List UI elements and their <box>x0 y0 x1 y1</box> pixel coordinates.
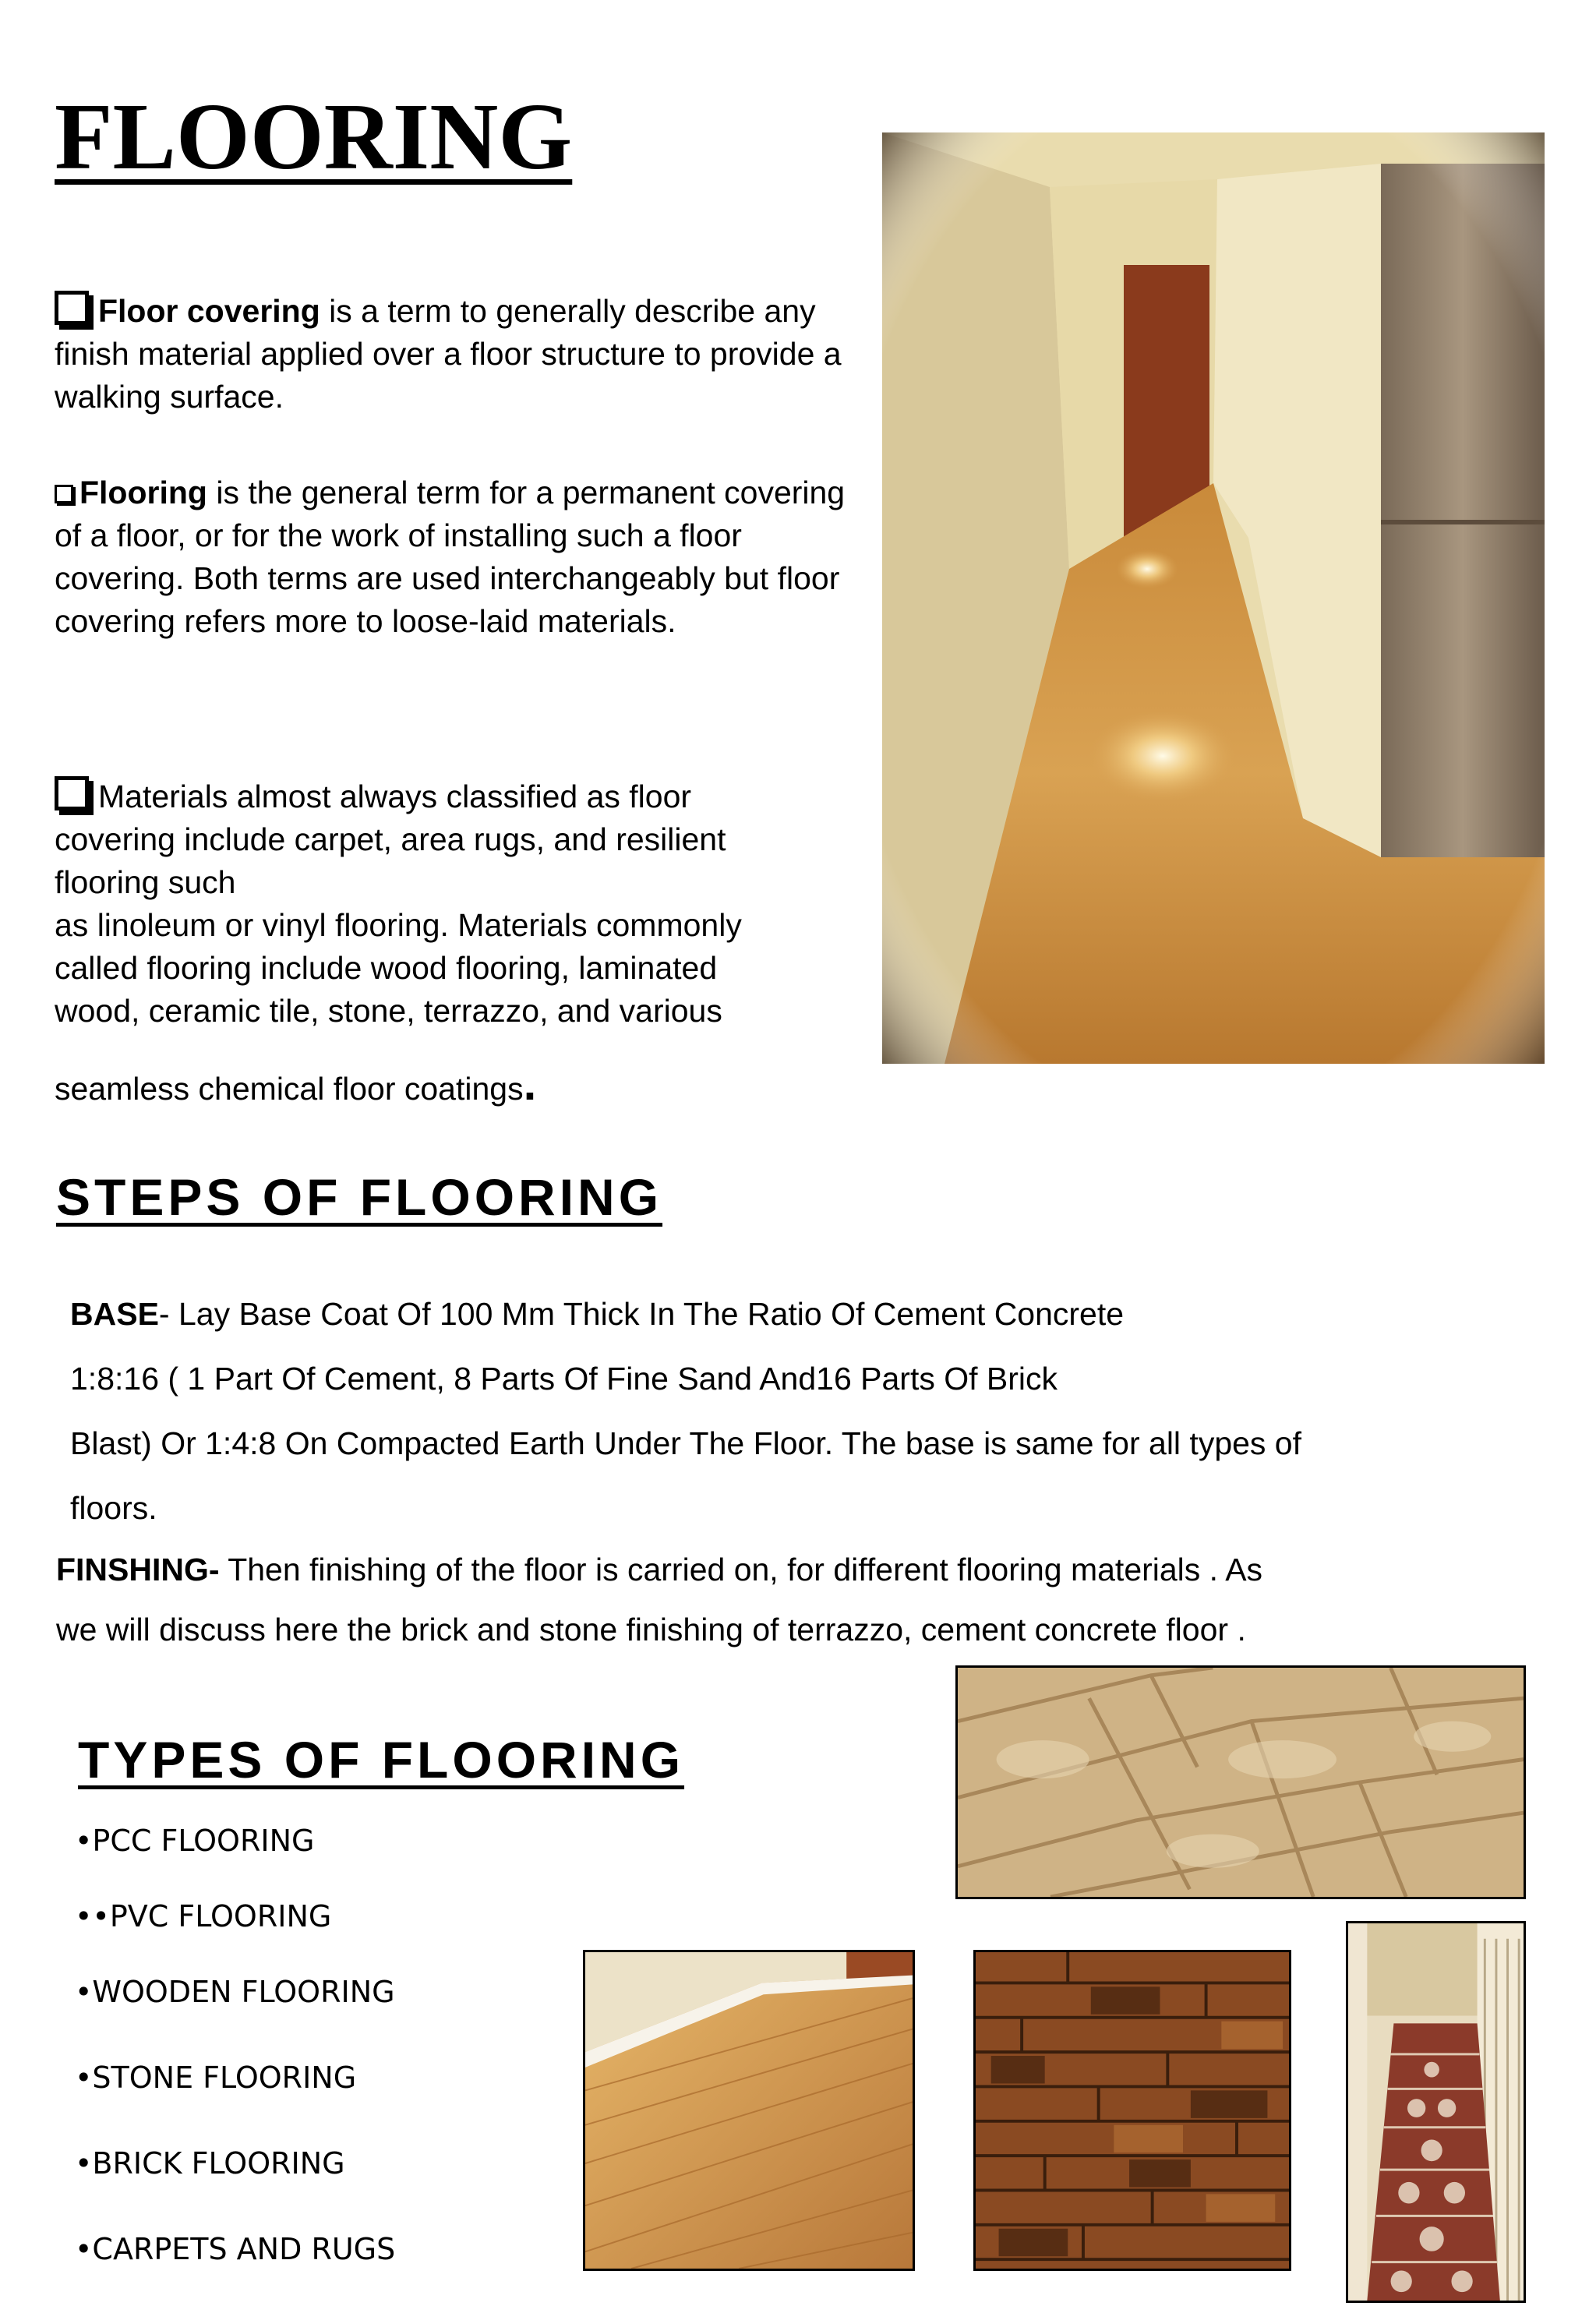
stone-tile-photo <box>955 1665 1526 1899</box>
light-wood-floor-photo <box>583 1950 915 2271</box>
base-label: BASE <box>70 1296 159 1332</box>
base-line: floors. <box>70 1490 157 1526</box>
materials-end-mark: . <box>523 1058 537 1110</box>
materials-line: covering include carpet, area rugs, and resilient <box>55 821 726 857</box>
finishing-line: Then finishing of the floor is carried on, for different flooring materials . As <box>219 1552 1263 1587</box>
intro-paragraph-floor-covering <box>55 290 865 418</box>
materials-line: Materials almost always classified as floor <box>98 779 692 814</box>
term-floor-covering: Floor covering <box>98 293 320 329</box>
list-item: ••PVC FLOORING <box>75 1899 332 1933</box>
materials-line: seamless chemical floor coatings <box>55 1071 524 1107</box>
definition-flooring: is the general term for a permanent covering of a floor, or for the work of installing such a floor covering. Both terms are used interchangeably but floor covering refers more to loose-laid materials. <box>55 475 846 639</box>
materials-line: flooring such <box>55 864 236 900</box>
list-item: •CARPETS AND RUGS <box>75 2232 396 2266</box>
finishing-label: FINSHING- <box>56 1552 220 1587</box>
types-heading: TYPES OF FLOORING <box>78 1731 685 1789</box>
checkbox-bullet-icon <box>55 776 89 810</box>
materials-line: called flooring include wood flooring, laminated <box>55 950 718 986</box>
checkbox-bullet-icon <box>55 485 73 503</box>
finishing-line: we will discuss here the brick and stone finishing of terrazzo, cement concrete floor . <box>56 1612 1246 1647</box>
base-line: Blast) Or 1:4:8 On Compacted Earth Under The Floor. The base is same for all types of <box>70 1425 1302 1461</box>
dark-wood-plank-photo <box>973 1950 1291 2271</box>
list-item: •PCC FLOORING <box>75 1824 315 1858</box>
checkbox-bullet-icon <box>55 291 89 325</box>
page-title: FLOORING <box>55 84 573 189</box>
base-line: 1:8:16 ( 1 Part Of Cement, 8 Parts Of Fine Sand And16 Parts Of Brick <box>70 1361 1058 1397</box>
carpeted-stairs-photo <box>1346 1921 1526 2303</box>
hallway-wood-floor-photo <box>882 132 1545 1064</box>
finishing-step <box>56 1540 1262 1660</box>
list-item: •BRICK FLOORING <box>75 2146 345 2181</box>
base-line: - Lay Base Coat Of 100 Mm Thick In The Ratio Of Cement Concrete <box>158 1296 1125 1332</box>
intro-paragraph-flooring <box>55 471 865 643</box>
list-item: •WOODEN FLOORING <box>75 1975 395 2009</box>
term-flooring: Flooring <box>79 475 207 510</box>
definition-floor-covering: is a term to generally describe any finish material applied over a floor structure to provide a walking surface. <box>55 293 842 415</box>
intro-paragraph-materials <box>55 775 865 1111</box>
steps-heading: STEPS OF FLOORING <box>56 1168 663 1226</box>
materials-line: as linoleum or vinyl flooring. Materials commonly <box>55 907 742 943</box>
materials-line: wood, ceramic tile, stone, terrazzo, and various <box>55 993 722 1029</box>
list-item: •STONE FLOORING <box>75 2061 357 2095</box>
base-step <box>70 1282 1301 1541</box>
